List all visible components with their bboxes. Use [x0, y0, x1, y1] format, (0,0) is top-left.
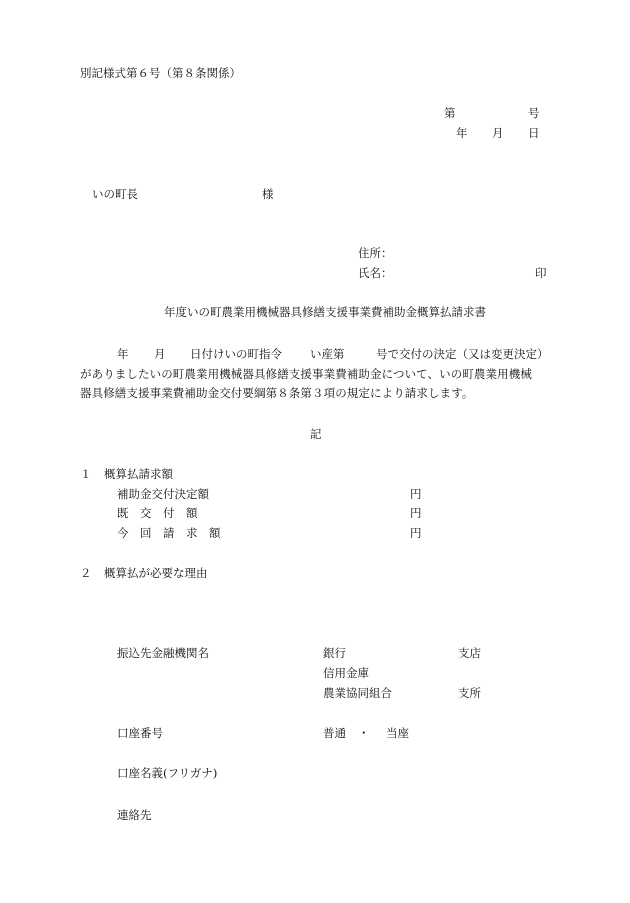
- number-go: 号: [528, 106, 540, 120]
- holder-label: 口座名義(フリガナ): [117, 766, 218, 780]
- section2-number: ２: [80, 566, 92, 580]
- date-day: 日: [528, 126, 540, 140]
- bank-shisho: 支所: [458, 686, 481, 700]
- bank-shinkin: 信用金庫: [323, 666, 369, 680]
- body-line3: 器具修繕支援事業費補助金交付要綱第８条第３項の規定により請求します。: [80, 386, 474, 400]
- body-line2: がありましたいの町農業用機械器具修繕支援事業費補助金について、いの町農業用機械: [80, 367, 532, 381]
- ki-heading: 記: [310, 427, 322, 441]
- bank-noukyou: 農業協同組合: [323, 686, 392, 700]
- row-konkai-unit: 円: [410, 526, 422, 540]
- section1-number: １: [80, 467, 92, 481]
- addressee-name: いの町長: [92, 187, 138, 201]
- row-kettei-label: 補助金交付決定額: [117, 487, 209, 501]
- bank-shiten: 支店: [458, 646, 481, 660]
- document-title: 年度いの町農業用機械器具修繕支援事業費補助金概算払請求書: [164, 305, 486, 319]
- seal-mark: 印: [535, 266, 547, 280]
- bank-ginko: 銀行: [323, 646, 346, 660]
- form-label: 別記様式第６号（第８条関係）: [80, 66, 241, 80]
- addressee-sama: 様: [262, 187, 274, 201]
- account-toza: 当座: [386, 726, 409, 740]
- date-year: 年: [456, 126, 468, 140]
- number-dai: 第: [444, 106, 456, 120]
- row-kikoufu-unit: 円: [410, 506, 422, 520]
- body-line1-rest: 号で交付の決定（又は変更決定）: [376, 347, 549, 361]
- body-month: 月: [154, 347, 166, 361]
- name-label: 氏名：: [358, 266, 393, 280]
- body-year: 年: [117, 347, 129, 361]
- bank-label: 振込先金融機関名: [117, 646, 209, 660]
- section1-title: 概算払請求額: [104, 467, 173, 481]
- row-kikoufu-label: 既 交 付 額: [117, 506, 198, 520]
- date-month: 月: [492, 126, 504, 140]
- body-date-prefix: 日付けいの町指令: [190, 347, 282, 361]
- address-label: 住所：: [358, 246, 393, 260]
- body-doc-prefix: い産第: [310, 347, 345, 361]
- row-kettei-unit: 円: [410, 487, 422, 501]
- account-label: 口座番号: [117, 726, 163, 740]
- section2-title: 概算払が必要な理由: [104, 566, 208, 580]
- contact-label: 連絡先: [117, 808, 152, 822]
- account-dot: ・: [358, 726, 370, 740]
- row-konkai-label: 今 回 請 求 額: [117, 526, 221, 540]
- account-futsu: 普通: [323, 726, 346, 740]
